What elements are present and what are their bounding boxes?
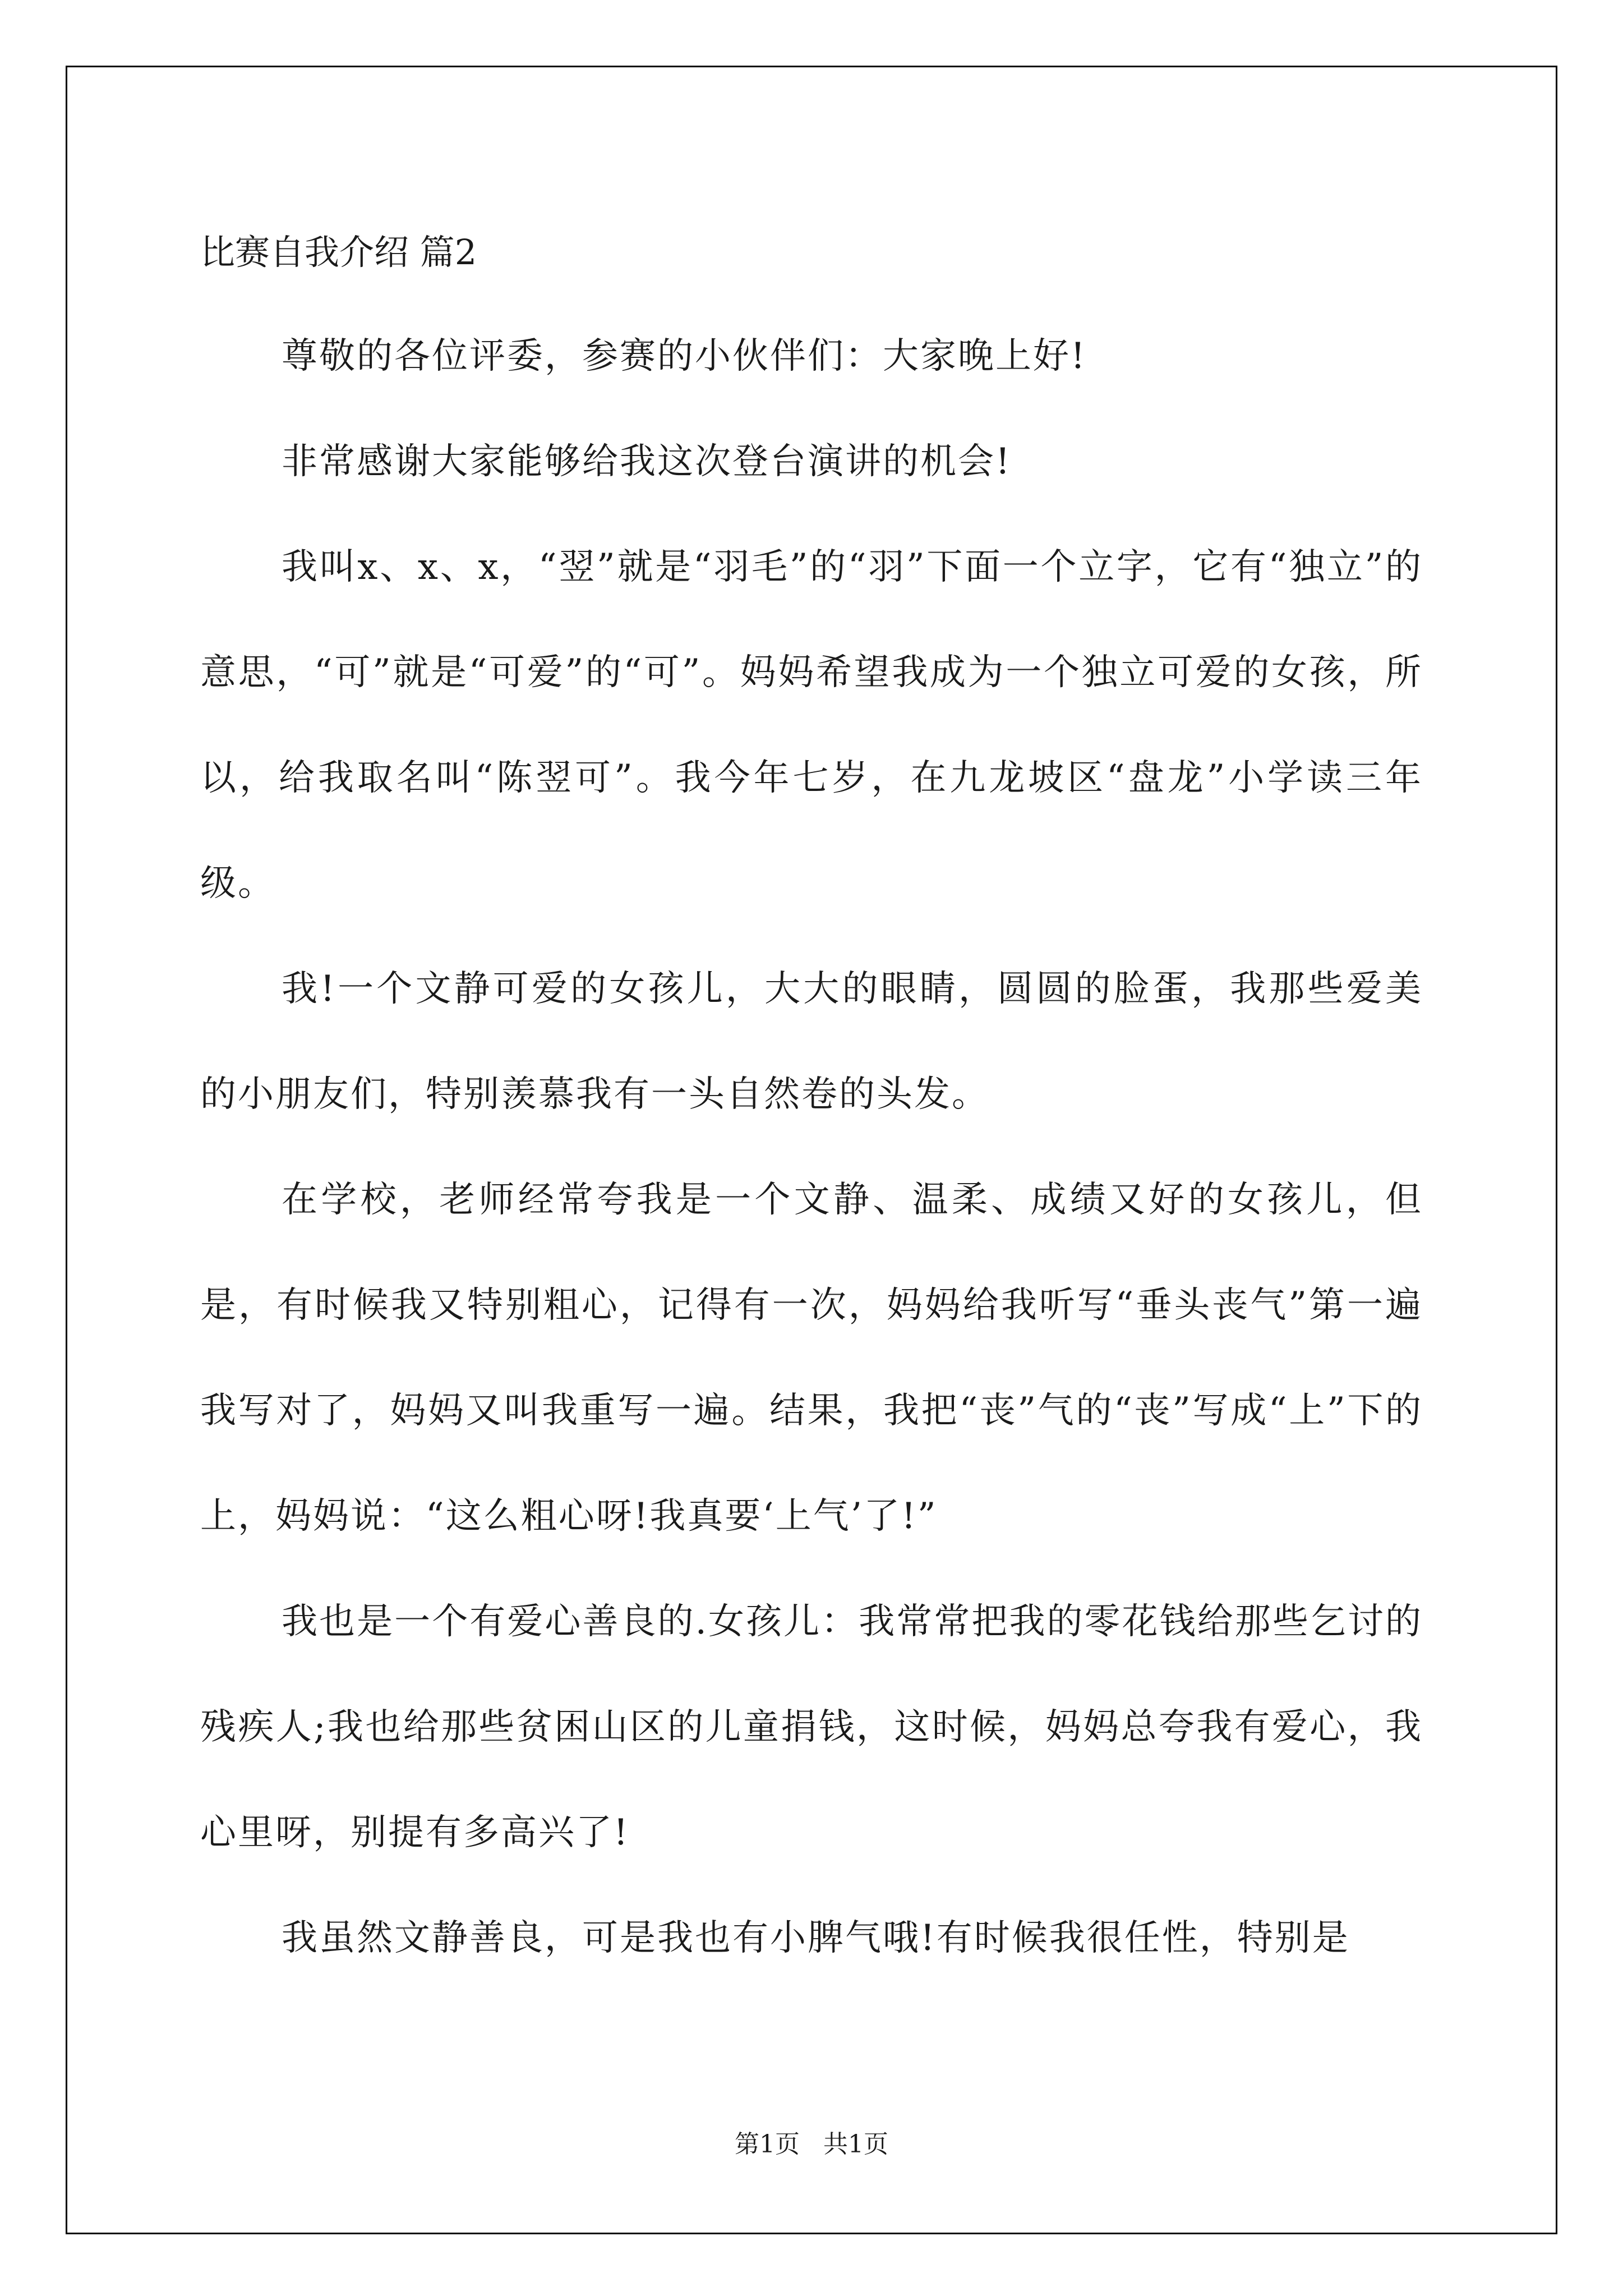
paragraph-appearance: 我!一个文静可爱的女孩儿，大大的眼睛，圆圆的脸蛋，我那些爱美的小朋友们，特别羡慕我有一头自然卷的头发。 bbox=[200, 968, 1423, 1115]
paragraph-thanks: 非常感谢大家能够给我这次登台演讲的机会! bbox=[282, 441, 1012, 482]
paragraph-school: 在学校，老师经常夸我是一个文静、温柔、成绩又好的女孩儿，但是，有时候我又特别粗心，记得有一次，妈妈给我听写“垂头丧气”第一遍我写对了，妈妈又叫我重写一遍。结果，我把“丧”气的“丧”写成“上”下的上，妈妈说：“这么粗心呀!我真要‘上气’了!” bbox=[200, 1179, 1423, 1537]
paragraph-temper: 我虽然文静善良，可是我也有小脾气哦!有时候我很任性，特别是 bbox=[282, 1917, 1350, 1959]
document-title: 比赛自我介绍 篇2 bbox=[200, 232, 477, 273]
paragraph-greeting: 尊敬的各位评委，参赛的小伙伴们：大家晚上好! bbox=[282, 335, 1087, 377]
document-body bbox=[200, 230, 1423, 1991]
paragraph-kindness: 我也是一个有爱心善良的.女孩儿：我常常把我的零花钱给那些乞讨的残疾人;我也给那些贫困山区的儿童捐钱，这时候，妈妈总夸我有爱心，我心里呀，别提有多高兴了! bbox=[200, 1601, 1423, 1853]
page-footer: 第1页 共1页 bbox=[735, 2130, 888, 2159]
paragraph-name: 我叫x、x、x，“翌”就是“羽毛”的“羽”下面一个立字，它有“独立”的意思，“可”就是“可爱”的“可”。妈妈希望我成为一个独立可爱的女孩，所以，给我取名叫“陈翌可”。我今年七岁，在九龙坡区“盘龙”小学读三年级。 bbox=[200, 546, 1423, 904]
